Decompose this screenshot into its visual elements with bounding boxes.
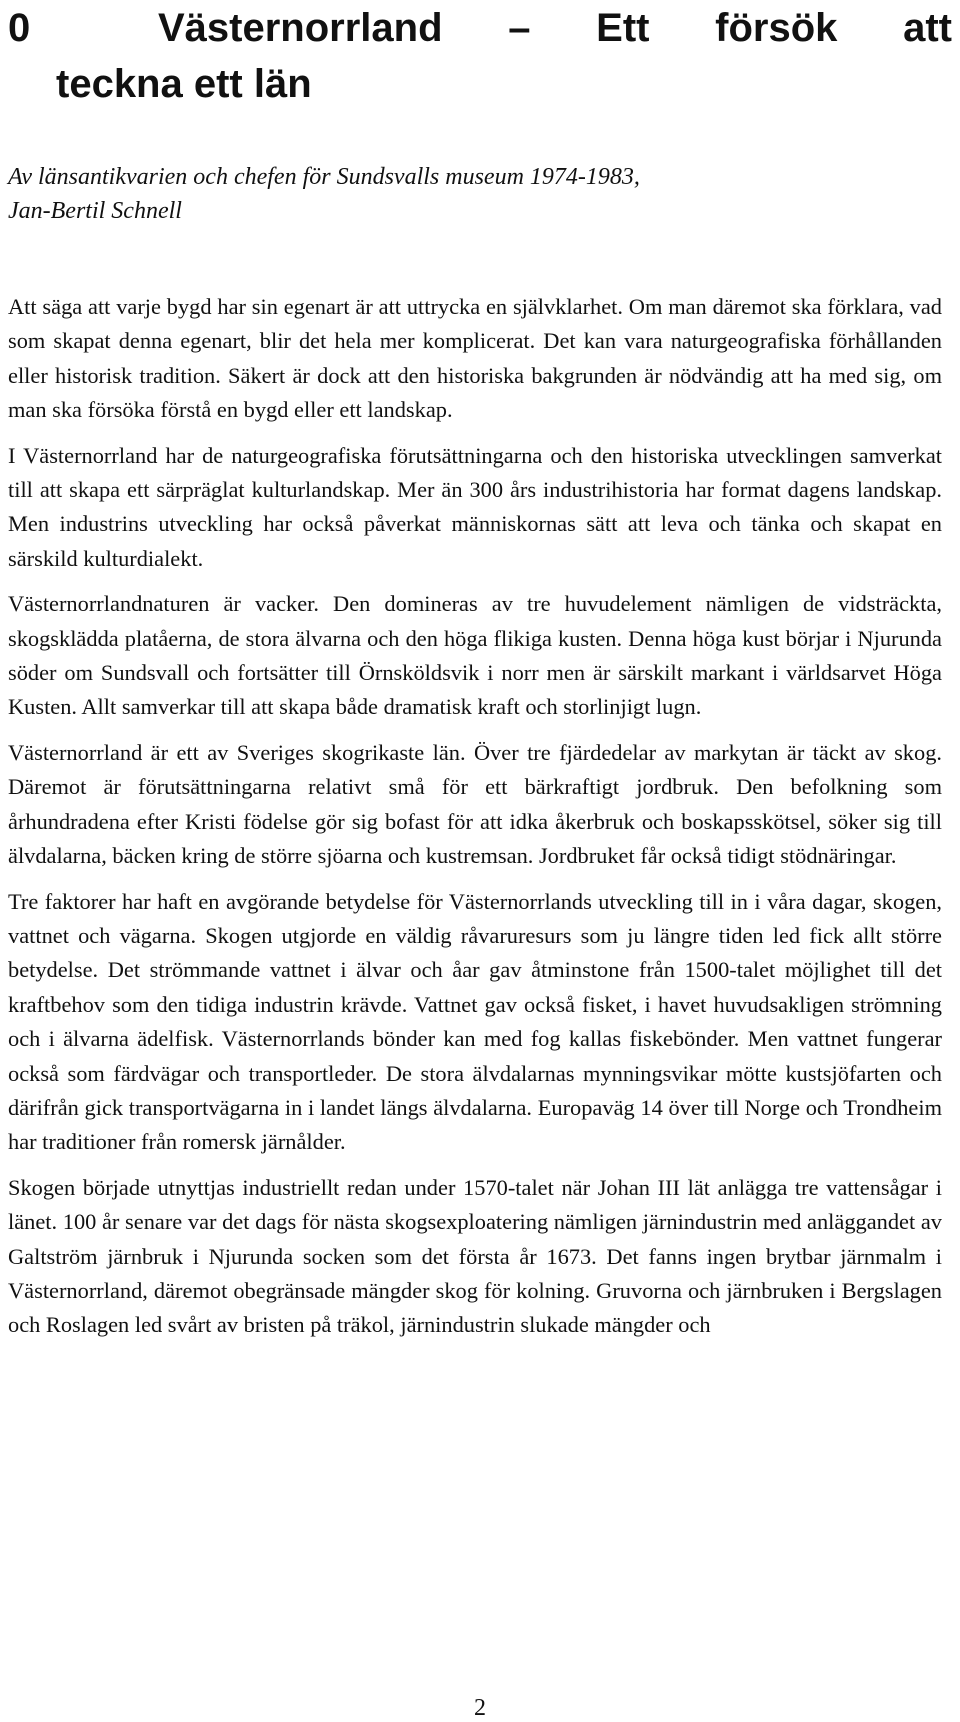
page-number: 2: [474, 1695, 486, 1721]
byline-line1: Av länsantikvarien och chefen för Sundsvalls museum 1974-1983,: [8, 164, 640, 190]
chapter-heading-line2: teckna ett län: [56, 62, 312, 106]
chapter-title-word: att: [903, 6, 952, 50]
chapter-title-word: försök: [715, 6, 838, 50]
byline-line2: Jan-Bertil Schnell: [8, 198, 182, 224]
chapter-heading: [8, 0, 958, 112]
chapter-title-word: Västernorrland: [158, 6, 443, 50]
paragraph: Västernorrlandnaturen är vacker. Den domineras av tre huvudelement nämligen de vidsträckta, skogsklädda platåerna, de stora älvarna och den höga flikiga kusten. Denna höga kust börjar i Njurunda söder om Sundsvall och fortsätter till Örnsköldsvik i norr men är särskilt markant i världsarvet Höga Kusten. Allt samverkar till att skapa både dramatisk kraft och storlinjigt lugn.: [8, 591, 942, 720]
body-text: [8, 290, 942, 1354]
chapter-number: 0: [8, 6, 31, 50]
paragraph: Tre faktorer har haft en avgörande betydelse för Västernorrlands utveckling till in i våra dagar, skogen, vattnet och vägarna. Skogen utgjorde en väldig råvaruresurs som ju längre tiden led fick allt större betydelse. Det strömmande vattnet i älvar och åar gav åtminstone från 1500-talet möjlighet till det kraftbehov som den tidiga industrin krävde. Vattnet gav också fisket, i havet huvudsakligen strömning och i älvarna ädelfisk. Västernorrlands bönder kan med fog kallas fiskebönder. Men vattnet fungerar också som färdvägar och transportleder. De stora älvdalarnas mynningsvikar mötte kustsjöfarten och därifrån gick transportvägarna in i landet längs älvdalarna. Europaväg 14 över till Norge och Trondheim har traditioner från romersk järnålder.: [8, 888, 942, 1155]
paragraph: Att säga att varje bygd har sin egenart är att uttrycka en självklarhet. Om man däremot ska förklara, vad som skapat denna egenart, blir det hela mer komplicerat. Det kan vara naturgeografiska förhållanden eller historisk tradition. Säkert är dock att den historiska bakgrunden är nödvändig att ha med sig, om man ska försöka förstå en bygd eller ett landskap.: [8, 294, 942, 423]
paragraph: Skogen började utnyttjas industriellt redan under 1570-talet när Johan III lät anlägga tre vattensågar i länet. 100 år senare var det dags för nästa skogsexploatering nämligen järnindustrin med anläggandet av Galtström järnbruk i Njurunda socken som det första år 1673. Det fanns ingen brytbar järnmalm i Västernorrland, däremot obegränsade mängder skog för kolning. Gruvorna och järnbruken i Bergslagen och Roslagen led svårt av bristen på träkol, järnindustrin slukade mängder och: [8, 1174, 942, 1338]
chapter-heading-line1: [8, 0, 958, 56]
chapter-title-words: [58, 0, 958, 56]
author-byline: [8, 160, 938, 228]
paragraph: Västernorrland är ett av Sveriges skogrikaste län. Över tre fjärdedelar av markytan är täckt av skog. Däremot är förutsättningarna relativt små för ett bärkraftigt jordbruk. Den befolkning som århundradena efter Kristi födelse gör sig bofast för att idka åkerbruk och boskapsskötsel, söker sig till älvdalarna, bäcken kring de större sjöarna och kustremsan. Jordbruket får också tidigt stödnäringar.: [8, 739, 942, 869]
paragraph: I Västernorrland har de naturgeografiska förutsättningarna och den historiska utvecklingen samverkat till att skapa ett särpräglat kulturlandskap. Mer än 300 års industrihistoria har format dagens landskap. Men industrins utveckling har också påverkat människornas sätt att leva och tänka och skapat en särskild kulturdialekt.: [8, 442, 942, 571]
chapter-title-word: –: [508, 6, 531, 50]
chapter-title-word: Ett: [596, 6, 650, 50]
